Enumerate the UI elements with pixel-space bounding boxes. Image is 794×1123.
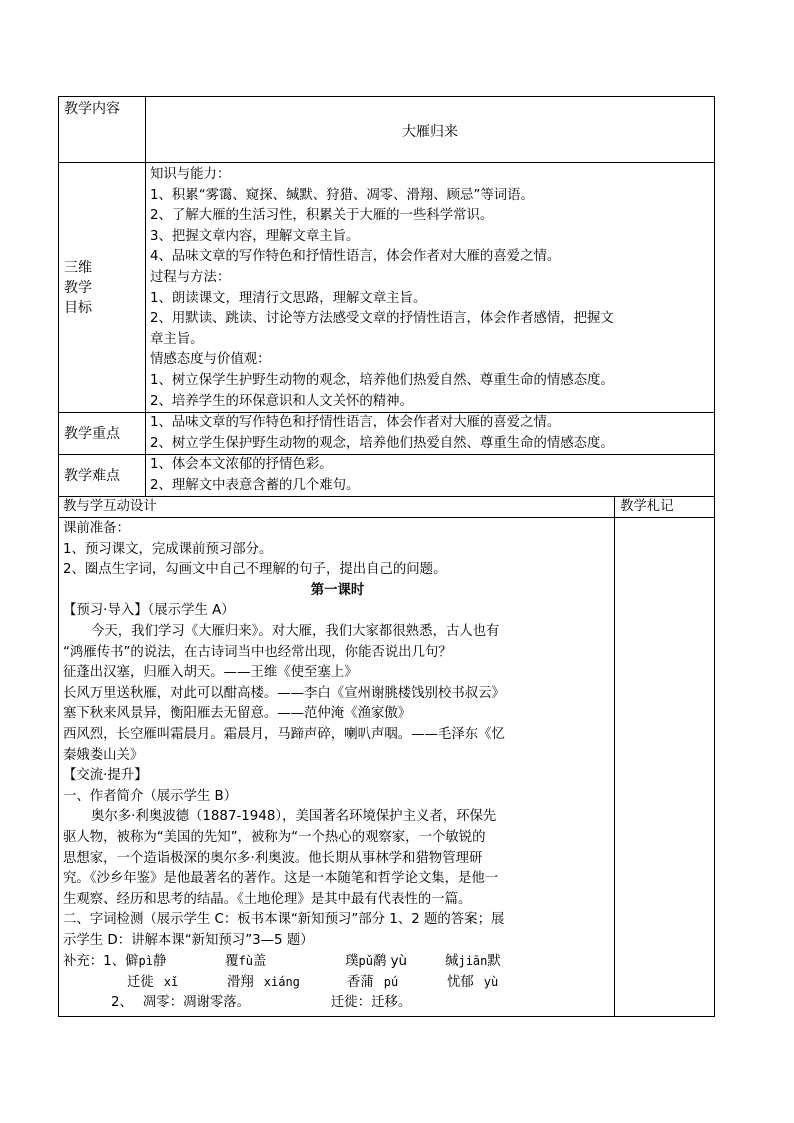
lesson-title: 大雁归来 xyxy=(402,124,458,140)
goal-line: 1、积累“雾霭、窥探、缄默、狩猎、凋零、滑翔、顾忌”等词语。 xyxy=(150,187,534,203)
author-paragraph: 生观察、经历和思考的结晶。《土地伦理》是其中最有代表性的一篇。 xyxy=(63,891,472,907)
goal-line: 1、朗读课文，理清行文思路，理解文章主旨。 xyxy=(150,290,427,306)
row-divider-1 xyxy=(58,162,715,163)
goal-line: 2、培养学生的环保意识和人文关怀的精神。 xyxy=(150,393,413,409)
focus-list xyxy=(150,413,712,454)
goals-label-line: 教学 xyxy=(64,280,92,296)
vocab-heading: 二、字词检测（展示学生 C：板书本课“新知预习”部分 1、2 题的答案；展 xyxy=(63,912,505,928)
prep-item: 2、圈点生字词，勾画文中自己不理解的句子，提出自己的问题。 xyxy=(63,562,447,578)
focus-line: 1、品味文章的写作特色和抒情性语言，体会作者对大雁的喜爱之情。 xyxy=(150,415,561,430)
table-border-top xyxy=(58,96,715,97)
difficulty-line: 1、体会本文浓郁的抒情色彩。 xyxy=(150,457,333,472)
difficulty-list xyxy=(150,455,712,496)
preview-heading: 【预习·导入】（展示学生 A） xyxy=(63,603,235,619)
vocab-word: 香蒲 pú xyxy=(347,975,399,991)
goals-label xyxy=(64,258,92,318)
content-label: 教学内容 xyxy=(64,101,120,117)
author-paragraph: 驱人物，被称为“美国的先知”，被称为“一个热心的观察家，一个敏锐的 xyxy=(63,829,486,845)
vocab-word: 覆fù盖 xyxy=(225,954,267,970)
definition: 凋零：凋谢零落。 xyxy=(142,994,251,1010)
design-header: 教与学互动设计 xyxy=(63,499,157,514)
goal-line: 2、用默读、跳读、讨论等方法感受文章的抒情性语言，体会作者感情，把握文 xyxy=(150,311,614,327)
goal-line: 章主旨。 xyxy=(150,331,204,347)
goals-label-line: 三维 xyxy=(64,260,92,276)
table-border-right xyxy=(714,96,715,1017)
vocab-heading: 示学生 D：讲解本课“新知预习”3—5 题） xyxy=(63,932,314,948)
supplement-number: 2、 xyxy=(111,994,133,1010)
author-heading: 一、作者简介（展示学生 B） xyxy=(63,788,238,804)
goals-label-line: 目标 xyxy=(64,300,92,316)
vocab-row-3 xyxy=(63,993,612,1014)
poem-line: 长风万里送秋雁，对此可以酣高楼。——李白《宣州谢朓楼饯别校书叔云》 xyxy=(63,685,505,701)
goal-line: 3、把握文章内容，理解文章主旨。 xyxy=(150,228,360,244)
author-paragraph: 奥尔多·利奥波德（1887-1948），美国著名环境保护主义者，环保先 xyxy=(91,809,497,825)
table-border-bottom xyxy=(58,1016,715,1017)
label-column-divider xyxy=(145,96,146,496)
notes-column-divider xyxy=(614,496,615,1017)
poem-line: 秦娥娄山关》 xyxy=(63,747,144,763)
vocab-word: 缄jiān默 xyxy=(445,954,501,970)
goals-list xyxy=(150,165,712,412)
prep-item: 1、预习课文，完成课前预习部分。 xyxy=(63,541,273,557)
poem-line: 塞下秋来风景异，衡阳雁去无留意。——范仲淹《渔家傲》 xyxy=(63,706,412,722)
goal-line: 情感态度与价值观： xyxy=(150,352,271,368)
vocab-word: 璞pǔ鹬 yù xyxy=(345,954,407,970)
vocab-word: 僻pì静 xyxy=(125,954,167,970)
goal-line: 知识与能力： xyxy=(150,167,231,182)
goal-line: 2、了解大雁的生活习性，积累关于大雁的一些科学常识。 xyxy=(150,208,494,224)
focus-line: 2、树立学生保护野生动物的观念，培养他们热爱自然、尊重生命的情感态度。 xyxy=(150,435,614,451)
prep-title: 课前准备： xyxy=(63,521,130,536)
author-paragraph: 思想家，一个造诣极深的奥尔多·利奥波。他长期从事林学和猎物管理研 xyxy=(63,850,483,866)
exchange-heading: 【交流·提升】 xyxy=(63,768,148,784)
focus-label: 教学重点 xyxy=(64,426,120,442)
table-border-left xyxy=(58,96,59,1017)
vocab-row-2 xyxy=(63,972,612,993)
difficulty-line: 2、理解文中表意含蓄的几个难句。 xyxy=(150,477,360,493)
vocab-word: 滑翔 xiáng xyxy=(227,975,300,991)
preview-paragraph: 今天，我们学习《大雁归来》。对大雁，我们大家都很熟悉，古人也有 xyxy=(91,623,500,639)
goal-line: 4、品味文章的写作特色和抒情性语言，体会作者对大雁的喜爱之情。 xyxy=(150,249,561,265)
vocab-row-1 xyxy=(63,951,612,972)
poem-line: 征蓬出汉塞，归雁入胡天。——王维《使至塞上》 xyxy=(63,665,358,681)
lesson-section-title: 第一课时 xyxy=(310,582,365,598)
supplement-label: 补充：1、 xyxy=(63,954,126,970)
goal-line: 过程与方法： xyxy=(150,269,231,285)
goal-line: 1、树立保学生护野生动物的观念，培养他们热爱自然、尊重生命的情感态度。 xyxy=(150,372,614,388)
difficulty-label: 教学难点 xyxy=(64,468,120,484)
definition: 迁徙：迁移。 xyxy=(330,994,412,1010)
design-body xyxy=(63,519,612,1013)
vocab-word: 忧郁 yù xyxy=(447,975,499,991)
notes-header: 教学札记 xyxy=(620,499,674,514)
author-paragraph: 究。《沙乡年鉴》是他最著名的著作。这是一本随笔和哲学论文集，是他一 xyxy=(63,871,499,887)
vocab-word: 迁徙 xǐ xyxy=(127,975,179,991)
preview-paragraph: “鸿雁传书”的说法，在古诗词当中也经常出现，你能否说出几句？ xyxy=(63,644,452,660)
poem-line: 西风烈，长空雁叫霜晨月。霜晨月，马蹄声碎，喇叭声咽。——毛泽东《忆 xyxy=(63,726,505,742)
